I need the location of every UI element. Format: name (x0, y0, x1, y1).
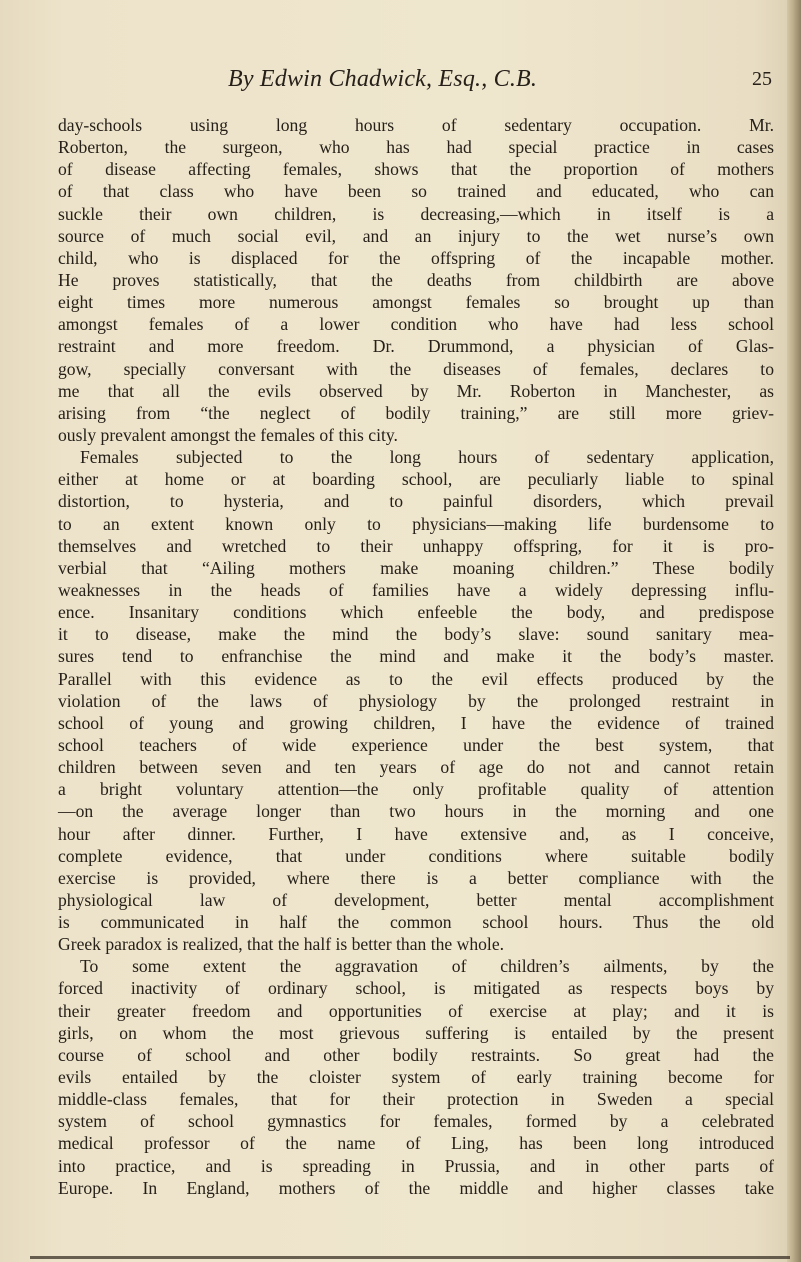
text-line: ence. Insanitary conditions which enfeeble the body, and predispose (58, 602, 774, 623)
text-line: of that class who have been so trained and educated, who can (58, 181, 774, 202)
text-line: into practice, and is spreading in Prussia, and in other parts of (58, 1155, 774, 1176)
text-line: themselves and wretched to their unhappy offspring, for it is pro- (58, 535, 774, 556)
text-line: is communicated in half the common school hours. Thus the old (58, 912, 774, 933)
text-line: verbial that “Ailing mothers make moaning children.” These bodily (58, 557, 774, 578)
bottom-edge-rule (30, 1256, 790, 1259)
text-line: amongst females of a lower condition who have had less school (58, 314, 774, 335)
text-line: To some extent the aggravation of children’s ailments, by the (80, 956, 774, 977)
text-line: ously prevalent amongst the females of this city. (58, 424, 398, 445)
text-line: to an extent known only to physicians—making life burdensome to (58, 513, 774, 534)
running-header: By Edwin Chadwick, Esq., C.B. (228, 66, 538, 92)
text-line: exercise is provided, where there is a better compliance with the (58, 867, 774, 888)
text-line: hour after dinner. Further, I have extensive and, as I conceive, (58, 823, 774, 844)
text-line: restraint and more freedom. Dr. Drummond, a physician of Glas- (58, 336, 774, 357)
text-line: Greek paradox is realized, that the half is better than the whole. (58, 934, 505, 955)
text-line: sures tend to enfranchise the mind and make it the body’s master. (58, 646, 774, 667)
text-line: gow, specially conversant with the diseases of females, declares to (58, 358, 774, 379)
text-line: Females subjected to the long hours of sedentary application, (80, 447, 774, 468)
text-line: children between seven and ten years of age do not and cannot retain (58, 757, 774, 778)
text-line: arising from “the neglect of bodily training,” are still more griev- (58, 402, 774, 423)
text-line: school teachers of wide experience under the best system, that (58, 734, 774, 755)
text-line: school of young and growing children, I have the evidence of trained (58, 712, 774, 733)
text-line: Parallel with this evidence as to the evil effects produced by the (58, 668, 774, 689)
text-line: suckle their own children, is decreasing,—which in itself is a (58, 203, 774, 224)
text-line: source of much social evil, and an injury to the wet nurse’s own (58, 225, 774, 246)
text-line: girls, on whom the most grievous suffering is entailed by the present (58, 1022, 774, 1043)
text-line: —on the average longer than two hours in the morning and one (58, 801, 774, 822)
text-line: system of school gymnastics for females, formed by a celebrated (58, 1111, 774, 1132)
text-line: middle-class females, that for their protection in Sweden a special (58, 1089, 774, 1110)
text-line: distortion, to hysteria, and to painful disorders, which prevail (58, 491, 774, 512)
text-line: complete evidence, that under conditions where suitable bodily (58, 845, 774, 866)
text-line: a bright voluntary attention—the only profitable quality of attention (58, 779, 774, 800)
text-line: day-schools using long hours of sedentary occupation. Mr. (58, 115, 774, 135)
text-line: me that all the evils observed by Mr. Roberton in Manchester, as (58, 380, 774, 401)
text-line: either at home or at boarding school, are peculiarly liable to spinal (58, 469, 774, 490)
text-line: medical professor of the name of Ling, has been long introduced (58, 1133, 774, 1154)
page-gutter-edge (787, 0, 801, 1262)
body-text (58, 114, 774, 1199)
text-line: their greater freedom and opportunities of exercise at play; and it is (58, 1000, 774, 1021)
text-line: weaknesses in the heads of families have a widely depressing influ- (58, 579, 774, 600)
text-line: evils entailed by the cloister system of early training become for (58, 1067, 774, 1088)
text-line: it to disease, make the mind the body’s slave: sound sanitary mea- (58, 624, 774, 645)
text-line: Europe. In England, mothers of the middle and higher classes take (58, 1177, 774, 1198)
text-line: forced inactivity of ordinary school, is mitigated as respects boys by (58, 978, 774, 999)
text-line: child, who is displaced for the offspring of the incapable mother. (58, 247, 774, 268)
text-line: violation of the laws of physiology by the prolonged restraint in (58, 690, 774, 711)
text-line: course of school and other bodily restraints. So great had the (58, 1044, 774, 1065)
text-line: Roberton, the surgeon, who has had special practice in cases (58, 137, 774, 158)
text-line: eight times more numerous amongst females so brought up than (58, 292, 774, 313)
text-line: of disease affecting females, shows that the proportion of mothers (58, 159, 774, 180)
text-line: He proves statistically, that the deaths from childbirth are above (58, 269, 774, 290)
text-line: physiological law of development, better mental accomplishment (58, 889, 774, 910)
page-number: 25 (752, 68, 772, 90)
